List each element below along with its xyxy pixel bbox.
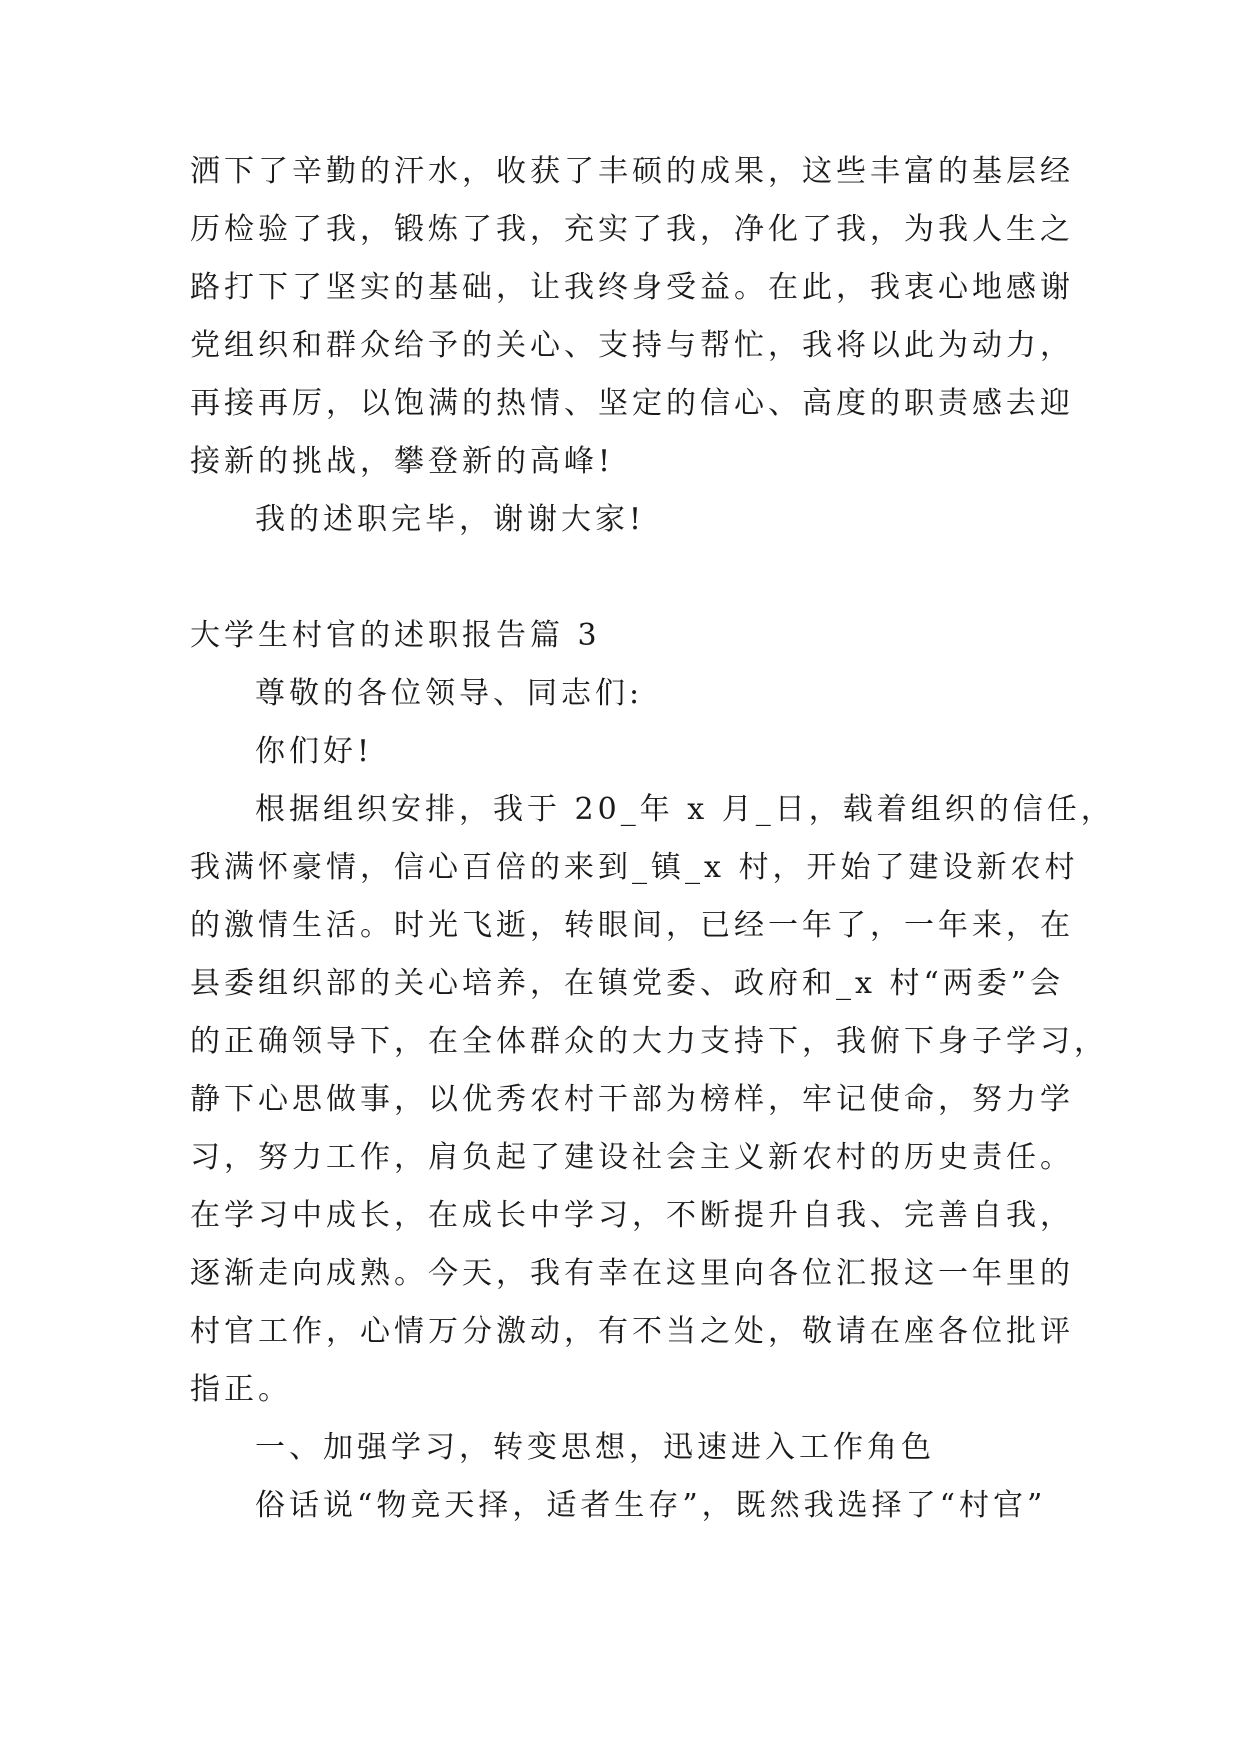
text-line: 路打下了坚实的基础，让我终身受益。在此，我衷心地感谢 [190,270,1074,305]
subsection-heading: 一、加强学习，转变思想，迅速进入工作角色 [255,1430,935,1465]
text-line: 的正确领导下，在全体群众的大力支持下，我俯下身子学习， [190,1024,1108,1059]
text-line: 党组织和群众给予的关心、支持与帮忙，我将以此为动力， [190,328,1074,363]
text-line: 历检验了我，锻炼了我，充实了我，净化了我，为我人生之 [190,212,1074,247]
text-line: 静下心思做事，以优秀农村干部为榜样，牢记使命，努力学 [190,1082,1074,1117]
text-line: 洒下了辛勤的汗水，收获了丰硕的成果，这些丰富的基层经 [190,154,1074,189]
text-line: 在学习中成长，在成长中学习，不断提升自我、完善自我， [190,1198,1074,1233]
greeting: 你们好! [255,734,374,769]
text-line: 再接再厉，以饱满的热情、坚定的信心、高度的职责感去迎 [190,386,1074,421]
text-line: 习，努力工作，肩负起了建设社会主义新农村的历史责任。 [190,1140,1074,1175]
text-line: 接新的挑战，攀登新的高峰! [190,444,615,479]
text-line: 村官工作，心情万分激动，有不当之处，敬请在座各位批评 [190,1314,1074,1349]
salutation: 尊敬的各位领导、同志们: [255,676,644,711]
text-line: 县委组织部的关心培养，在镇党委、政府和_x 村“两委”会 [190,966,1065,1001]
text-line: 指正。 [190,1372,292,1407]
text-line: 的激情生活。时光飞逝，转眼间，已经一年了，一年来，在 [190,908,1074,943]
text-line: 俗话说“物竞天择，适者生存”，既然我选择了“村官” [255,1488,1047,1523]
section-heading: 大学生村官的述职报告篇 3 [190,618,601,653]
text-line: 我的述职完毕，谢谢大家! [255,502,646,537]
text-line: 根据组织安排，我于 20_年 x 月_日，载着组织的信任， [255,792,1115,827]
text-line: 我满怀豪情，信心百倍的来到_镇_x 村，开始了建设新农村 [190,850,1079,885]
text-line: 逐渐走向成熟。今天，我有幸在这里向各位汇报这一年里的 [190,1256,1074,1291]
